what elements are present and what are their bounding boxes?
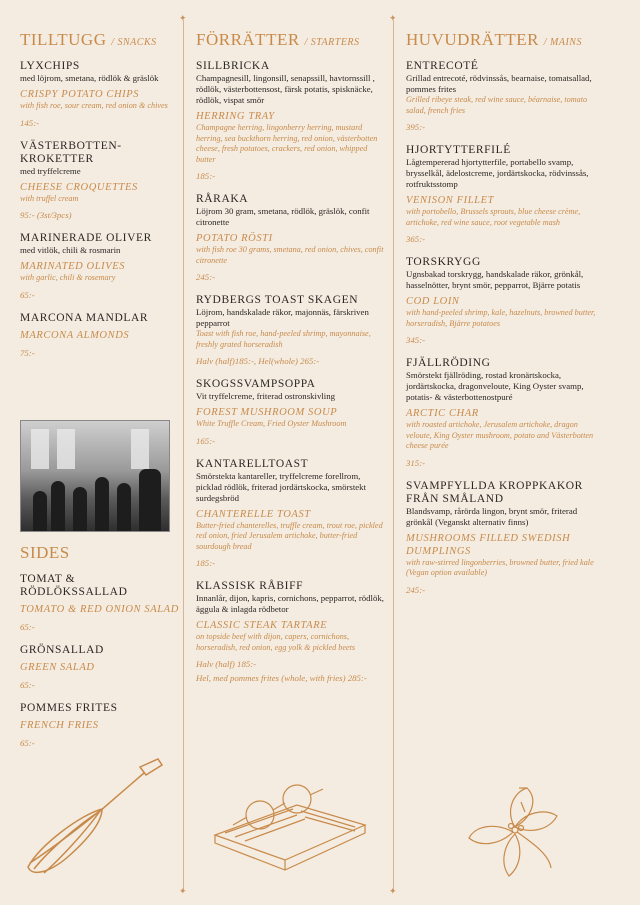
item-english-description: White Truffle Cream, Fried Oyster Mushroom [196, 419, 347, 428]
snacks-title: TILLTUGG [20, 30, 107, 49]
item-price: 65:- [20, 680, 35, 690]
item-name: VÄSTERBOTTEN-KROKETTER [20, 139, 122, 165]
menu-item [406, 480, 602, 595]
item-name: GRÖNSALLAD [20, 644, 104, 656]
menu-item [20, 140, 170, 221]
menu-item [196, 378, 384, 446]
item-english-description: with fish roe, sour cream, red onion & chives [20, 101, 168, 110]
vintage-cafe-photo [20, 420, 170, 532]
menu-item [406, 256, 602, 345]
item-price: 65:- [20, 289, 35, 300]
mains-section [406, 30, 602, 607]
item-description: Champagnesill, lingonsill, senapssill, havtornssill , rödlök, västerbottensost, färsk potatis, spisknäcke, rödlök, vispat smör [196, 73, 375, 105]
item-name: KLASSISK RÅBIFF [196, 580, 304, 592]
item-english-description: Champagne herring, lingonberry herring, mustard herring, sea buckthorn herring, red onion, västerbotten cheese, fresh potatoes, crackers, red onion, whipped butter [196, 123, 378, 164]
item-english-description: with portobello, Brussels sprouts, blue cheese crème, artichoke, red wine sauce, root vegetable mash [406, 207, 581, 227]
item-description: Blandsvamp, rårörda lingon, brynt smör, friterad grönkål (Veganskt alternativ finns) [406, 505, 578, 527]
snacks-subtitle: / SNACKS [111, 37, 157, 48]
item-description: Smörstekta kantareller, tryffelcreme forellrom, picklad rödlök, friterad jordärtskocka, smörstekt surdegsbröd [196, 470, 367, 503]
item-english-description: with raw-stirred lingonberries, browned butter, fried kale (Vegan option available) [406, 557, 594, 577]
item-price: 345:- [406, 335, 426, 345]
item-english-description: Butter-fried chanterelles, truffle cream, trout roe, pickled red onion, fried Jerusalem artichoke, butter-fried sourdough bread [196, 520, 383, 551]
starters-title: FÖRRÄTTER [196, 30, 300, 49]
item-price: 185:- [196, 171, 216, 181]
item-price: 65:- [20, 738, 35, 748]
item-name: HJORTYTTERFILÉ [406, 144, 511, 156]
item-description: med vitlök, chili & rosmarin [20, 245, 121, 255]
book-glasses-icon [205, 775, 375, 880]
item-description: Vit tryffelcreme, friterad ostronskivling [196, 391, 336, 401]
item-price: Halv (half) 185:- [196, 659, 257, 669]
item-name: SVAMPFYLLDA KROPPKAKOR FRÅN SMÅLAND [406, 479, 583, 505]
starters-subtitle: / STARTERS [304, 37, 360, 48]
item-description: Smörstekt fjällröding, rostad kronärtskocka, jordärtskocka, dragonveloute, King Oyster svamp, potatis- & västerbottenostpuré [406, 370, 584, 402]
item-description: Innanlår, dijon, kapris, cornichons, pepparrot, rödlök, äggula & inlagda rödbetor [196, 593, 384, 614]
item-name: TORSKRYGG [406, 256, 481, 268]
item-name: MARINERADE OLIVER [20, 232, 152, 244]
item-english-description: with hand-peeled shrimp, kale, hazelnuts, browned butter, horseradish, Bjärre potatoes [406, 308, 596, 328]
menu-item [196, 458, 384, 569]
item-description: med löjrom, smetana, rödlök & gräslök [20, 73, 159, 83]
item-price: 165:- [196, 435, 216, 446]
item-english-name: FOREST MUSHROOM SOUP [196, 407, 338, 418]
mains-title: HUVUDRÄTTER [406, 30, 539, 49]
item-name: POMMES FRITES [20, 702, 118, 714]
item-price: 75:- [20, 347, 35, 358]
herb-sprig-icon [465, 782, 565, 882]
item-english-name: HERRING TRAY [196, 111, 275, 122]
item-english-description: on topside beef with dijon, capers, cornichons, horseradish, red onion, egg yolk & pickled beets [196, 632, 356, 652]
menu-item [20, 60, 170, 128]
sides-section [20, 543, 185, 760]
item-description: Löjrom, handskalade räkor, majonnäs, färskriven pepparrot [196, 307, 369, 328]
menu-item [20, 573, 185, 632]
menu-item [406, 60, 602, 132]
item-english-name: CHEESE CROQUETTES [20, 181, 138, 193]
item-price: 185:- [196, 558, 216, 568]
menu-item [20, 312, 170, 358]
column-divider-right: ✦ ✦ [389, 13, 397, 896]
menu-item [20, 232, 170, 300]
mains-heading [406, 30, 602, 50]
item-name: KANTARELLTOAST [196, 457, 309, 470]
menu-item [20, 644, 185, 690]
item-price-alt: Hel, med pommes frites (whole, with fries) 285:- [196, 673, 367, 683]
menu-item [406, 144, 602, 244]
menu-item [196, 60, 384, 181]
item-description: Grillad entrecoté, rödvinssås, bearnaise, tomatsallad, pommes frites [406, 73, 592, 94]
item-price: 395:- [406, 122, 426, 132]
item-english-name: CHANTERELLE TOAST [196, 508, 311, 520]
item-description: Ugnsbakad torskrygg, handskalade räkor, grönkål, hasselnötter, brynt smör, pepparrot, Bjärre potatis [406, 269, 584, 290]
menu-item [406, 357, 602, 468]
item-name: SKOGSSVAMPSOPPA [196, 378, 316, 390]
item-name: RÅRAKA [196, 193, 249, 205]
item-price: 95:- (3st/3pcs) [20, 210, 72, 220]
menu-item [20, 702, 185, 748]
item-english-description: Toast with fish roe, hand-peeled shrimp, mayonnaise, freshly grated horseradish [196, 329, 371, 349]
menu-item [196, 580, 384, 683]
item-english-description: with roasted artichoke, Jerusalem artichoke, dragon veloute, King Oyster mushroom, potato and Västerbotten cheese purée [406, 420, 594, 450]
sides-heading [20, 543, 185, 563]
item-description: med tryffelcreme [20, 165, 81, 176]
item-name: SILLBRICKA [196, 60, 270, 72]
snacks-heading [20, 30, 170, 50]
item-english-description: with fish roe 30 grams, smetana, red onion, chives, confit citronette [196, 245, 384, 265]
item-price: 65:- [20, 622, 35, 632]
menu-item [196, 193, 384, 282]
item-name: RYDBERGS TOAST SKAGEN [196, 294, 359, 306]
item-english-name: MARINATED OLIVES [20, 261, 126, 272]
whisk-icon [20, 755, 170, 880]
menu-item [196, 294, 384, 366]
item-description: Lågtempererad hjortytterfile, portabello svamp, brysselkål, ädelostcreme, jordärtskocka, rödvinssås, rotfruktsstomp [406, 157, 589, 189]
item-english-description: with garlic, chili & rosemary [20, 273, 116, 282]
item-english-description: with truffel cream [20, 193, 79, 203]
item-english-name: ARCTIC CHAR [406, 408, 479, 419]
item-english-name: FRENCH FRIES [20, 720, 99, 731]
item-price: 365:- [406, 234, 426, 244]
item-english-name: POTATO RÖSTI [196, 233, 273, 244]
item-name: FJÄLLRÖDING [406, 357, 491, 369]
column-divider-left: ✦ ✦ [179, 13, 187, 896]
item-english-description: Grilled ribeye steak, red wine sauce, béarnaise, tomato salad, french fries [406, 95, 588, 115]
item-name: MARCONA MANDLAR [20, 311, 149, 324]
starters-section [196, 30, 384, 695]
sides-title: SIDES [20, 543, 70, 562]
item-english-name: CLASSIC STEAK TARTARE [196, 620, 328, 631]
item-description: Löjrom 30 gram, smetana, rödlök, gräslök, confit citronette [196, 206, 370, 227]
item-english-name: MARCONA ALMONDS [20, 329, 130, 341]
item-english-name: MUSHROOMS FILLED SWEDISH DUMPLINGS [406, 532, 571, 557]
item-name: ENTRECOTÉ [406, 60, 479, 72]
item-english-name: GREEN SALAD [20, 662, 95, 673]
item-name: TOMAT & RÖDLÖKSSALLAD [20, 573, 128, 598]
item-price: 315:- [406, 457, 426, 468]
item-english-name: VENISON FILLET [406, 195, 495, 206]
mains-subtitle: / MAINS [543, 37, 582, 48]
starters-heading [196, 30, 384, 50]
item-english-name: COD LOIN [406, 296, 460, 307]
item-price: Halv (half)185:-, Hel(whole) 265:- [196, 356, 320, 366]
item-english-name: CRISPY POTATO CHIPS [20, 89, 140, 100]
snacks-section [20, 30, 170, 370]
item-price: 245:- [196, 272, 216, 282]
item-name: LYXCHIPS [20, 60, 80, 72]
item-price: 145:- [20, 117, 40, 128]
item-price: 245:- [406, 584, 426, 595]
item-english-name: TOMATO & RED ONION SALAD [20, 604, 179, 615]
